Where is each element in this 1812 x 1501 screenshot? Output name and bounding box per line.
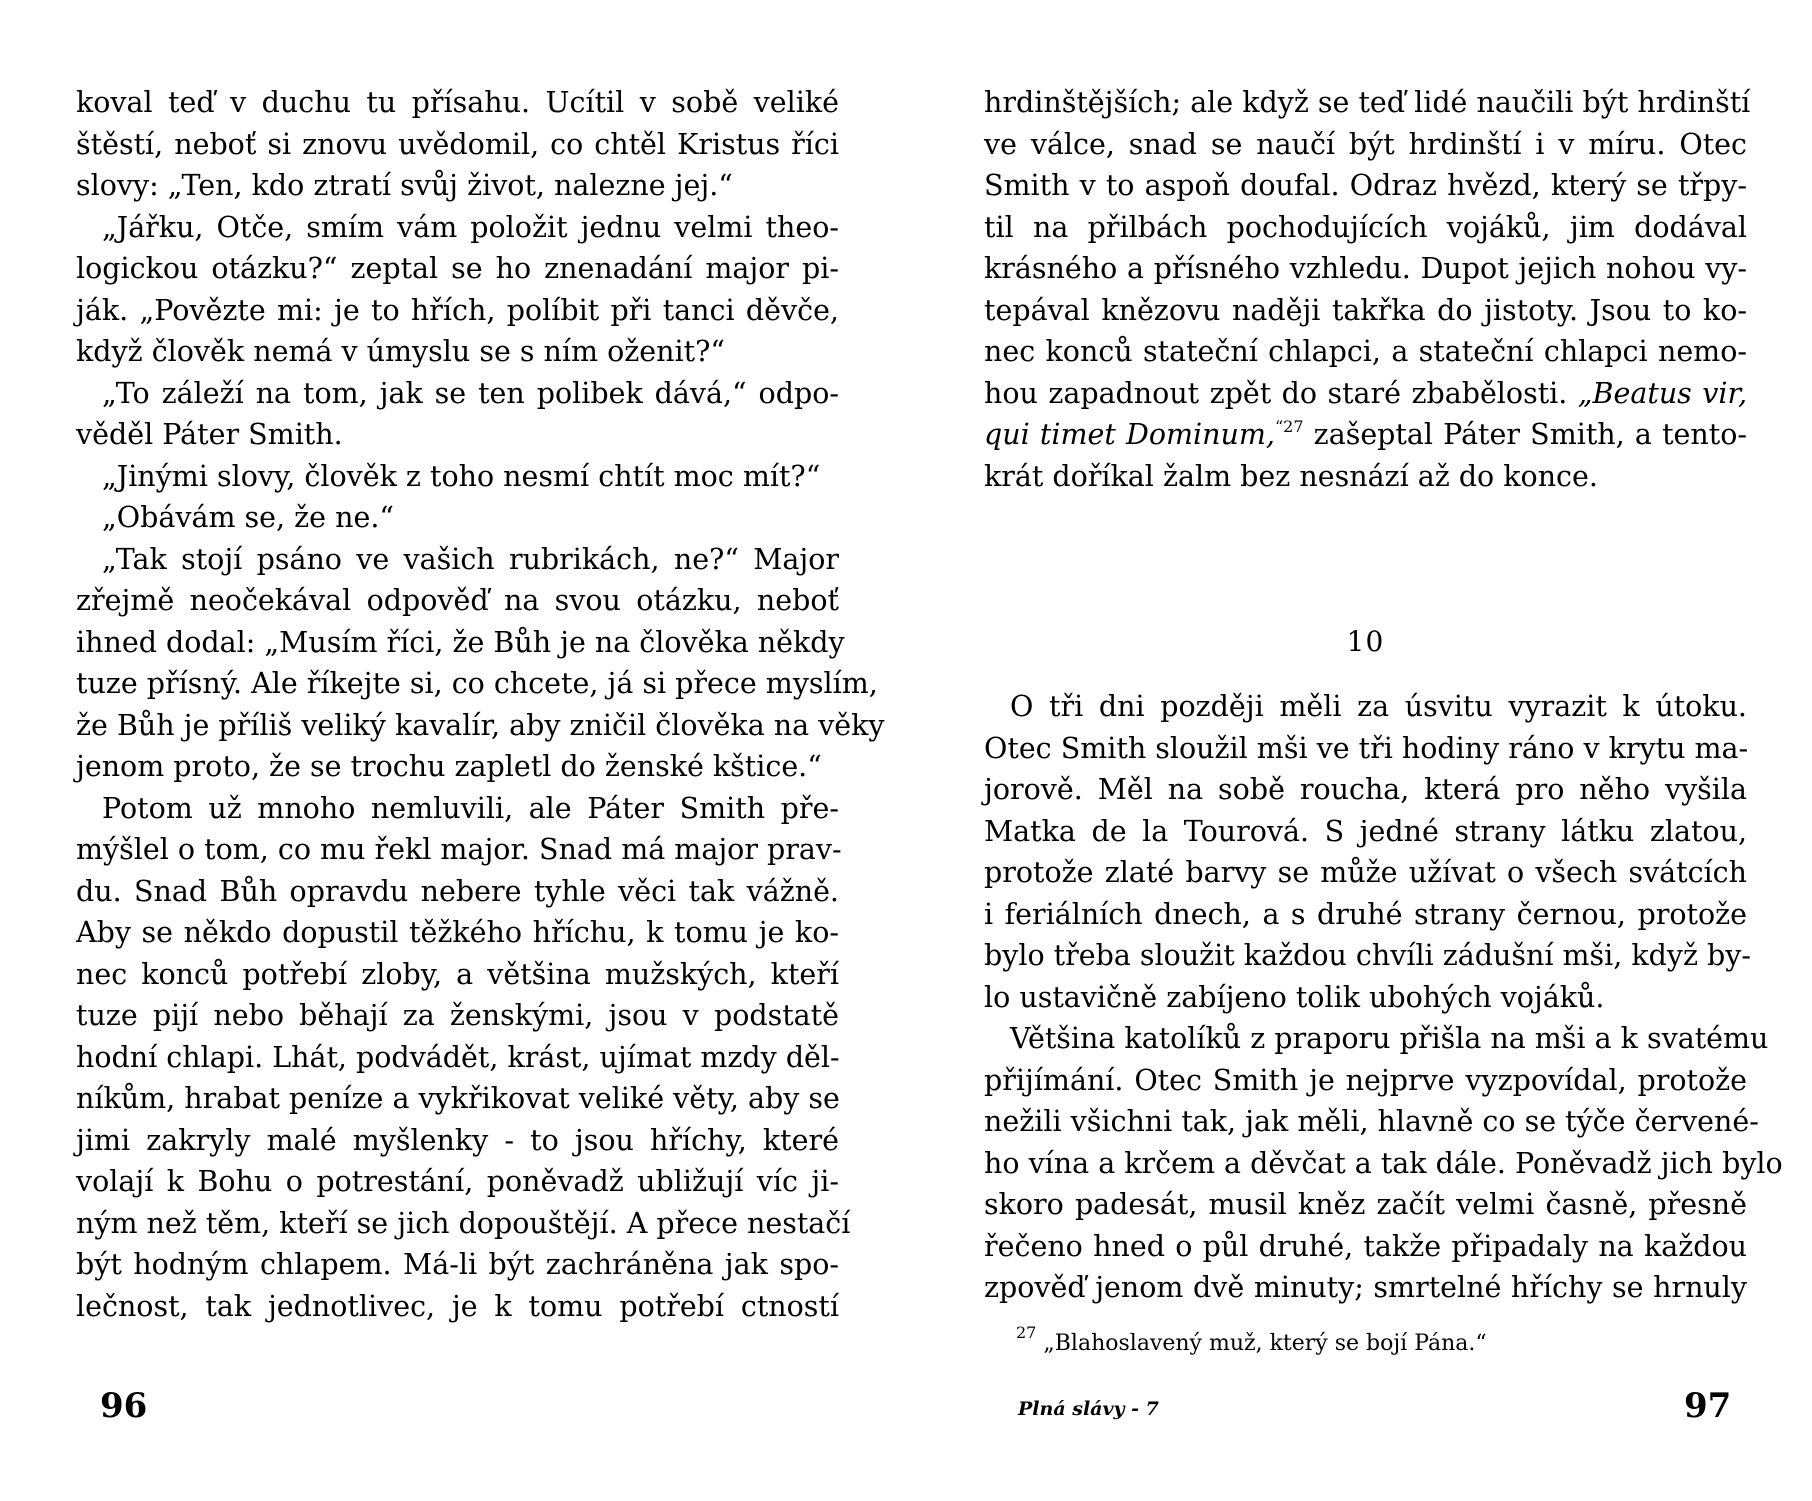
text-line: že Bůh je příliš veliký kavalír, aby zničil člověka na věky <box>76 708 885 742</box>
text-line: nežili všichni tak, jak měli, hlavně co se týče červené- <box>984 1105 1759 1138</box>
text-line: jenom proto, že se trochu zapletl do ženské kštice.“ <box>76 750 822 783</box>
text-line: volají k Bohu o potrestání, poněvadž ubližují víc ji- <box>76 1165 839 1198</box>
footnote-text: „Blahoslavený muž, který se bojí Pána.“ <box>1043 1331 1487 1356</box>
page-number: 96 <box>100 1386 148 1426</box>
text-line: O tři dni později měli za úsvitu vyrazit k útoku. <box>1010 690 1747 723</box>
text-line: lečnost, tak jednotlivec, je k tomu potřebí ctností <box>76 1289 839 1323</box>
text-line <box>984 414 1747 456</box>
text-line: níkům, hrabat peníze a vykřikovat veliké věty, aby se <box>76 1082 840 1115</box>
left-page-text <box>76 82 885 1327</box>
text-line: du. Snad Bůh opravdu nebere tyhle věci tak vážně. <box>76 874 839 908</box>
text-line-part: zašeptal Páter Smith, a tento- <box>1303 418 1747 451</box>
text-line: lo ustavičně zabíjeno tolik ubohých vojáků. <box>984 980 1605 1014</box>
text-line-part: hou zapadnout zpět do staré zbabělosti. <box>984 376 1568 410</box>
text-line: hodní chlapi. Lhát, podvádět, krást, ujímat mzdy děl- <box>76 1040 840 1074</box>
text-line: Matka de la Tourová. S jedné strany látku zlatou, <box>984 814 1747 848</box>
text-line: ve válce, snad se naučí být hrdinští i v míru. Otec <box>984 127 1747 161</box>
text-line: nec konců potřebí zloby, a většina mužských, kteří <box>76 957 839 991</box>
text-line: Smith v to aspoň doufal. Odraz hvězd, který se třpy- <box>984 169 1747 202</box>
text-line: když člověk nemá v úmyslu se s ním oženit?“ <box>76 335 725 368</box>
text-line: ják. „Povězte mi: je to hřích, políbit při tanci děvče, <box>76 293 839 327</box>
text-line: ným než těm, kteří se jich dopouštějí. A přece nestačí <box>76 1206 851 1240</box>
printer-signature: Plná slávy - 7 <box>1018 1398 1159 1420</box>
text-line: Většina katolíků z praporu přišla na mši a k svatému <box>1010 1022 1769 1055</box>
text-line <box>984 373 1747 415</box>
footnote-reference: “27 <box>1274 417 1304 436</box>
text-line: štěstí, neboť si znovu uvědomil, co chtěl Kristus říci <box>76 127 839 161</box>
text-line: protože zlaté barvy se může užívat o všech svátcích <box>984 856 1747 889</box>
text-line: ho vína a krčem a děvčat a tak dále. Poněvadž jich bylo <box>984 1146 1783 1180</box>
text-line: „Obávám se, že ne.“ <box>102 501 394 534</box>
right-page-text-top <box>984 82 1751 497</box>
text-line: Potom už mnoho nemluvili, ale Páter Smith pře- <box>102 791 839 825</box>
text-line: Aby se někdo dopustil těžkého hříchu, k tomu je ko- <box>76 916 839 949</box>
text-line: mýšlel o tom, co mu řekl major. Snad má major prav- <box>76 833 842 866</box>
text-line: Otec Smith sloužil mši ve tři hodiny ráno v krytu ma- <box>984 731 1749 765</box>
right-page-text-bottom <box>984 686 1783 1309</box>
text-line: logickou otázku?“ zeptal se ho znenadání major pi- <box>76 252 839 285</box>
chapter-number: 10 <box>1346 625 1385 658</box>
text-line: být hodným chlapem. Má-li být zachráněna jak spo- <box>76 1248 839 1281</box>
text-line: přijímání. Otec Smith je nejprve vyzpovídal, protože <box>984 1063 1747 1097</box>
latin-quote-cont: qui timet Dominum, <box>984 418 1275 451</box>
text-line: skoro padesát, musil kněz začít velmi časně, přesně <box>984 1188 1747 1221</box>
page-number: 97 <box>1684 1386 1732 1426</box>
text-line: krásného a přísného vzhledu. Dupot jejich nohou vy- <box>984 252 1747 285</box>
text-line: tuze přísný. Ale říkejte si, co chcete, já si přece myslím, <box>76 667 878 700</box>
text-line: hrdinštějších; ale když se teď lidé naučili být hrdinští <box>984 86 1751 119</box>
text-line: „Jářku, Otče, smím vám položit jednu velmi theo- <box>102 210 839 244</box>
text-line: „To záleží na tom, jak se ten polibek dává,“ odpo- <box>102 376 839 410</box>
text-line: jimi zakryly malé myšlenky - to jsou hříchy, které <box>76 1123 839 1157</box>
text-line: zřejmě neočekával odpověď na svou otázku, neboť <box>76 584 839 617</box>
text-line: „Jinými slovy, člověk z toho nesmí chtít moc mít?“ <box>102 459 821 493</box>
text-line: nec konců stateční chlapci, a stateční chlapci nemo- <box>984 335 1747 368</box>
text-line: krát doříkal žalm bez nesnází až do konce. <box>984 459 1598 493</box>
text-line: zpověď jenom dvě minuty; smrtelné hříchy se hrnuly <box>984 1271 1747 1304</box>
text-line: řečeno hned o půl druhé, takže připadaly na každou <box>984 1229 1747 1263</box>
text-line: ihned dodal: „Musím říci, že Bůh je na člověka někdy <box>76 625 845 659</box>
text-line: i feriálních dnech, a s druhé strany černou, protože <box>984 897 1747 931</box>
text-line: bylo třeba sloužit každou chvíli zádušní mši, když by- <box>984 939 1752 972</box>
text-line: tuze pijí nebo běhají za ženskými, jsou v podstatě <box>76 999 839 1032</box>
text-line: til na přilbách pochodujících vojáků, jim dodával <box>984 210 1747 244</box>
text-line: tepával knězovu naději takřka do jistoty. Jsou to ko- <box>984 293 1747 327</box>
text-line: jorově. Měl na sobě roucha, která pro něho vyšila <box>984 773 1747 806</box>
text-line: koval teď v duchu tu přísahu. Ucítil v sobě veliké <box>76 86 839 119</box>
text-line: věděl Páter Smith. <box>76 418 343 451</box>
footnote <box>1016 1323 1487 1358</box>
text-line: slovy: „Ten, kdo ztratí svůj život, nalezne jej.“ <box>76 169 733 202</box>
text-line: „Tak stojí psáno ve vašich rubrikách, ne?“ Major <box>102 542 839 576</box>
footnote-mark: 27 <box>1016 1323 1037 1342</box>
latin-quote: „Beatus vir, <box>1577 376 1748 410</box>
